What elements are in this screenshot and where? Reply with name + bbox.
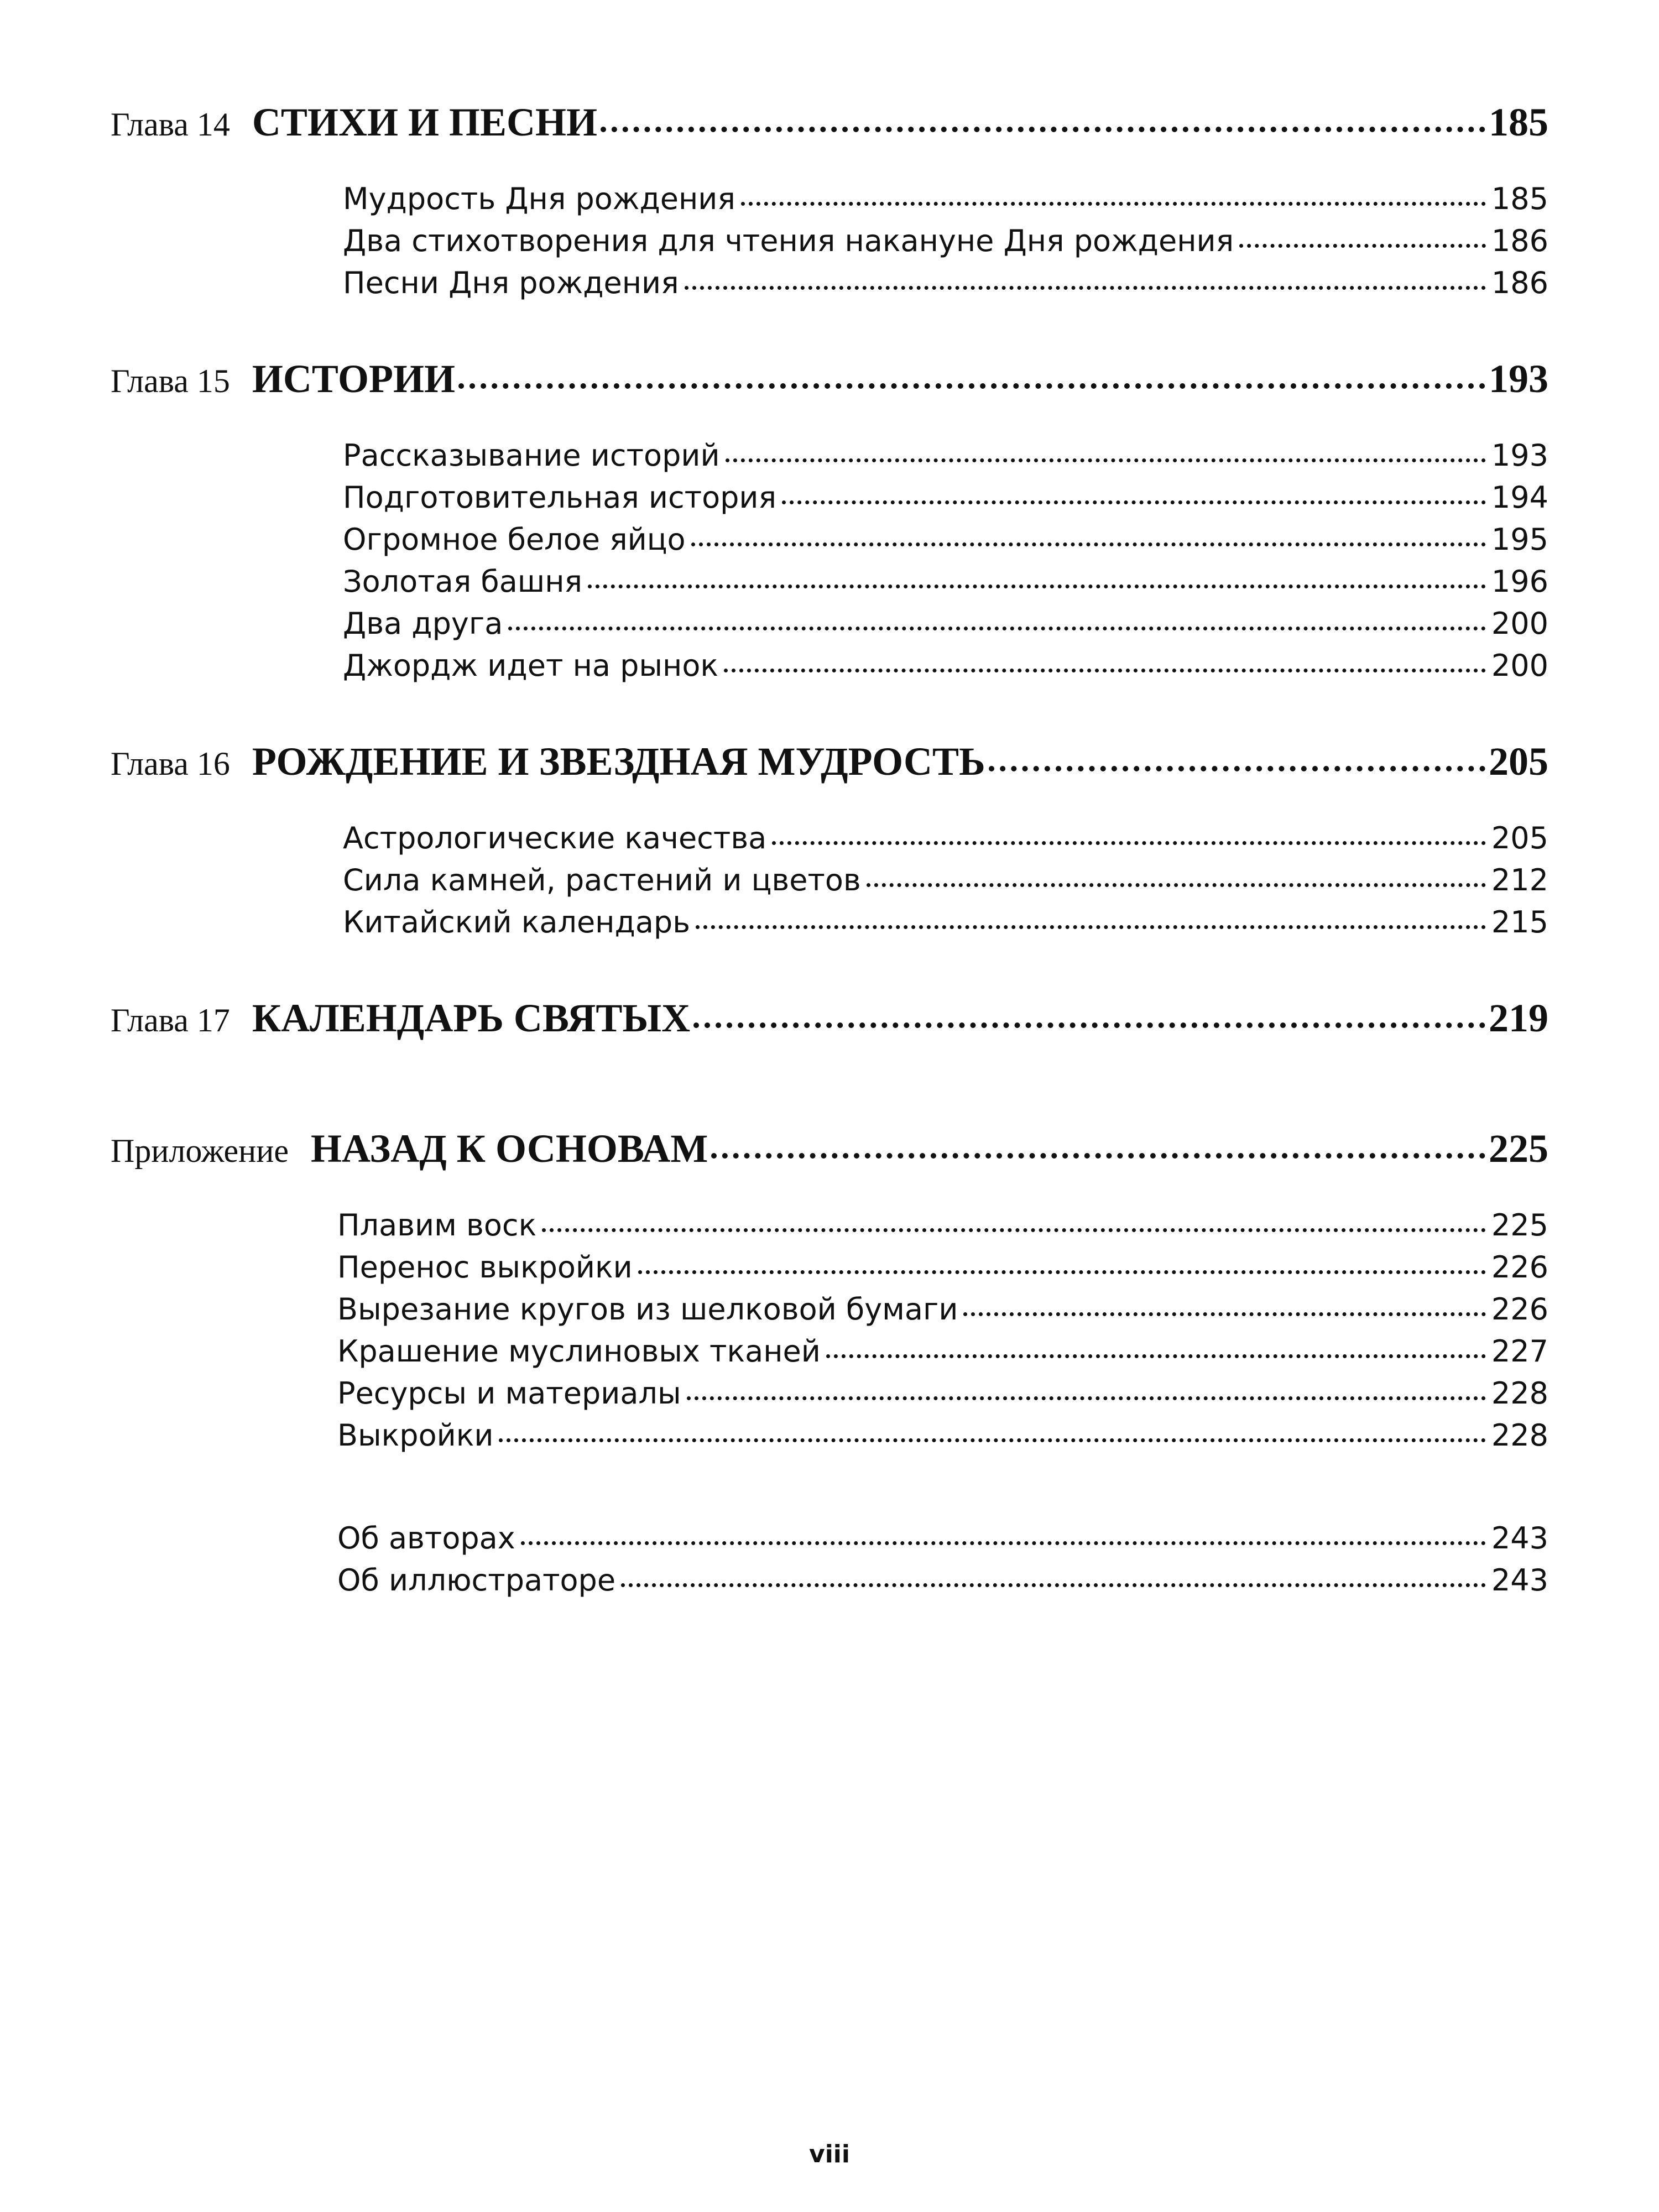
dot-leader	[696, 925, 1486, 929]
entry-title: Вырезание кругов из шелковой бумаги	[337, 1292, 958, 1327]
chapter-page: 219	[1489, 996, 1548, 1040]
entry-title: Об иллюстраторе	[337, 1563, 616, 1598]
dot-leader	[691, 542, 1486, 546]
entry-page: 228	[1491, 1418, 1548, 1453]
entry-page: 228	[1491, 1376, 1548, 1411]
entry-title: Крашение муслиновых тканей	[337, 1334, 821, 1369]
table-of-contents	[111, 94, 1548, 1605]
dot-leader	[685, 286, 1486, 290]
dot-leader	[508, 627, 1486, 630]
dot-leader	[867, 883, 1486, 887]
dot-leader	[741, 202, 1486, 206]
entry-page: 226	[1491, 1292, 1548, 1327]
toc-entry	[343, 480, 1548, 522]
toc-entry	[337, 1292, 1548, 1334]
dot-leader	[772, 841, 1486, 845]
entry-list	[343, 821, 1548, 947]
entry-title: Рассказывание историй	[343, 438, 720, 473]
entry-list	[343, 181, 1548, 307]
chapter-heading	[111, 733, 1548, 821]
toc-entry	[343, 265, 1548, 307]
dot-leader	[687, 1396, 1486, 1400]
chapter-title: СТИХИ И ПЕСНИ	[252, 100, 597, 144]
toc-entry	[337, 1334, 1548, 1376]
dot-leader	[638, 1270, 1486, 1274]
entry-title: Два друга	[343, 606, 503, 641]
entry-page: 215	[1491, 905, 1548, 940]
toc-entry	[343, 648, 1548, 690]
chapter-label: Глава 14	[111, 106, 230, 143]
entry-page: 200	[1491, 648, 1548, 683]
entry-title: Огромное белое яйцо	[343, 522, 686, 557]
entry-title: Подготовительная история	[343, 480, 777, 515]
entry-page: 186	[1491, 265, 1548, 300]
dot-leader	[588, 585, 1486, 588]
entry-page: 195	[1491, 522, 1548, 557]
entry-title: Об авторах	[337, 1521, 515, 1556]
dot-leader	[1239, 244, 1486, 248]
dot-leader	[621, 1583, 1486, 1587]
page-number: viii	[809, 2140, 850, 2168]
chapter-label: Приложение	[111, 1133, 289, 1169]
toc-entry	[343, 564, 1548, 606]
dot-leader	[724, 669, 1486, 672]
chapter-title: КАЛЕНДАРЬ СВЯТЫХ	[252, 996, 691, 1040]
dot-leader	[693, 1022, 1485, 1028]
entry-title: Сила камней, растений и цветов	[343, 863, 861, 898]
chapter-page: 205	[1489, 739, 1548, 784]
chapter-16	[111, 733, 1548, 947]
entry-title: Золотая башня	[343, 564, 583, 599]
entry-title: Два стихотворения для чтения накануне Дня рождения	[343, 223, 1234, 258]
chapter-title: ИСТОРИИ	[252, 357, 455, 401]
toc-entry	[343, 905, 1548, 947]
dot-leader	[963, 1312, 1485, 1316]
dot-leader	[826, 1354, 1486, 1358]
entry-title: Песни Дня рождения	[343, 265, 679, 300]
chapter-page: 193	[1489, 357, 1548, 401]
chapter-heading	[111, 990, 1548, 1077]
chapter-page: 185	[1489, 100, 1548, 144]
toc-entry	[337, 1418, 1548, 1460]
appendix	[111, 1120, 1548, 1460]
chapter-page: 225	[1489, 1126, 1548, 1171]
entry-title: Джордж идет на рынок	[343, 648, 719, 683]
chapter-label: Глава 17	[111, 1002, 230, 1039]
toc-entry	[343, 438, 1548, 480]
dot-leader	[458, 383, 1485, 389]
toc-entry	[343, 522, 1548, 564]
dot-leader	[989, 766, 1485, 771]
chapter-label: Глава 16	[111, 745, 230, 782]
chapter-heading	[111, 1120, 1548, 1208]
entry-page: 193	[1491, 438, 1548, 473]
dot-leader	[601, 127, 1485, 132]
toc-entry	[343, 223, 1548, 265]
entry-title: Плавим воск	[337, 1208, 537, 1243]
toc-entry	[343, 181, 1548, 223]
entry-page: 205	[1491, 821, 1548, 855]
entry-page: 212	[1491, 863, 1548, 898]
chapter-15	[111, 351, 1548, 690]
dot-leader	[726, 458, 1486, 462]
toc-entry	[337, 1563, 1548, 1605]
dot-leader	[542, 1228, 1486, 1232]
entry-page: 200	[1491, 606, 1548, 641]
toc-entry	[337, 1376, 1548, 1418]
chapter-label: Глава 15	[111, 363, 230, 399]
dot-leader	[521, 1541, 1486, 1545]
entry-page: 243	[1491, 1521, 1548, 1556]
entry-page: 243	[1491, 1563, 1548, 1598]
entry-list	[337, 1208, 1548, 1460]
entry-title: Выкройки	[337, 1418, 494, 1453]
chapter-title: РОЖДЕНИЕ И ЗВЕЗДНАЯ МУДРОСТЬ	[252, 739, 985, 784]
entry-page: 186	[1491, 223, 1548, 258]
toc-entry	[343, 863, 1548, 905]
entry-title: Китайский календарь	[343, 905, 691, 940]
entry-title: Ресурсы и материалы	[337, 1376, 681, 1411]
entry-page: 185	[1491, 181, 1548, 216]
entry-page: 196	[1491, 564, 1548, 599]
entry-page: 226	[1491, 1250, 1548, 1285]
toc-entry	[343, 606, 1548, 648]
toc-entry	[337, 1250, 1548, 1292]
chapter-heading	[111, 94, 1548, 181]
entry-page: 225	[1491, 1208, 1548, 1243]
entry-list	[343, 438, 1548, 690]
chapter-14	[111, 94, 1548, 307]
chapter-17	[111, 990, 1548, 1077]
dot-leader	[711, 1153, 1485, 1159]
entry-page: 227	[1491, 1334, 1548, 1369]
extras-list	[337, 1521, 1548, 1605]
toc-entry	[337, 1521, 1548, 1563]
entry-page: 194	[1491, 480, 1548, 515]
chapter-heading	[111, 351, 1548, 438]
dot-leader	[499, 1438, 1486, 1442]
toc-entry	[343, 821, 1548, 863]
dot-leader	[782, 500, 1486, 504]
chapter-title: НАЗАД К ОСНОВАМ	[311, 1126, 708, 1171]
entry-title: Астрологические качества	[343, 821, 767, 855]
entry-title: Перенос выкройки	[337, 1250, 633, 1285]
entry-title: Мудрость Дня рождения	[343, 181, 735, 216]
toc-entry	[337, 1208, 1548, 1250]
